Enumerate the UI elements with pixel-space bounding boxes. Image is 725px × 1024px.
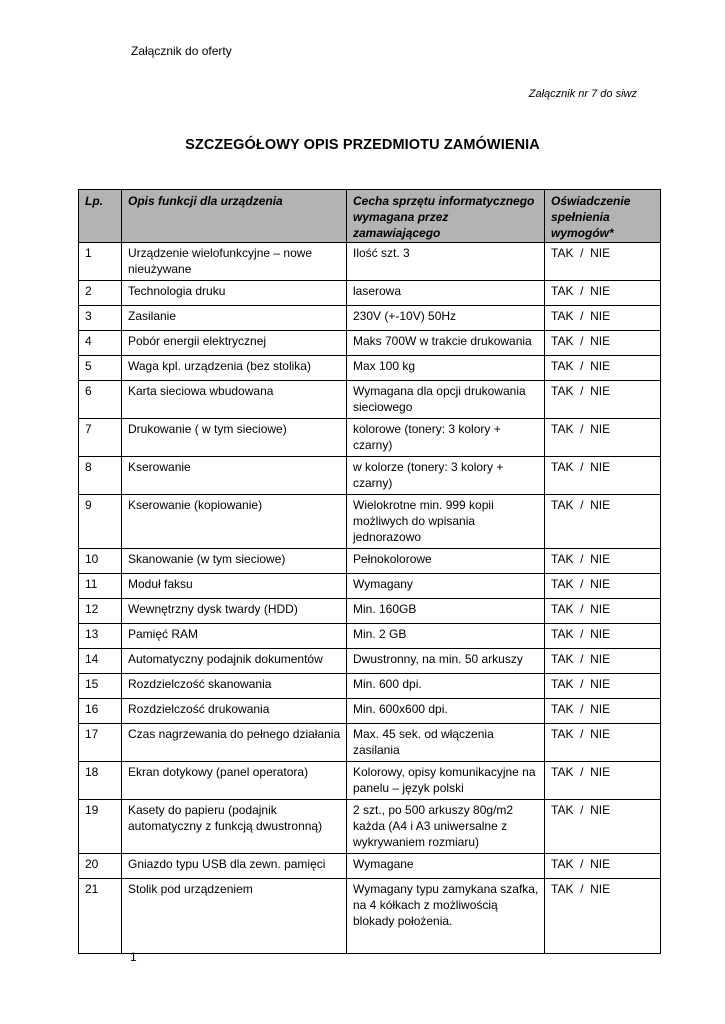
cell-function: Drukowanie ( w tym sieciowe): [122, 419, 347, 457]
table-row: [79, 306, 661, 331]
cell-feature: Min. 600x600 dpi.: [347, 699, 545, 724]
table-row: [79, 243, 661, 281]
cell-answer: TAK / NIE: [545, 674, 661, 699]
table-row: [79, 724, 661, 762]
cell-lp: 20: [79, 854, 122, 879]
table-row: [79, 419, 661, 457]
cell-answer: TAK / NIE: [545, 699, 661, 724]
cell-answer: TAK / NIE: [545, 854, 661, 879]
table-row: [79, 699, 661, 724]
cell-feature: Ilość szt. 3: [347, 243, 545, 281]
page-number: 1: [130, 950, 137, 964]
cell-answer: TAK / NIE: [545, 649, 661, 674]
header-right-text: Załącznik nr 7 do siwz: [528, 88, 637, 100]
table-row: [79, 800, 661, 854]
cell-answer: TAK / NIE: [545, 800, 661, 854]
table-row: [79, 649, 661, 674]
cell-feature: Kolorowy, opisy komunikacyjne na panelu – język polski: [347, 762, 545, 800]
cell-feature: Max. 45 sek. od włączenia zasilania: [347, 724, 545, 762]
table-row: [79, 495, 661, 549]
cell-function: Wewnętrzny dysk twardy (HDD): [122, 599, 347, 624]
table-row: [79, 281, 661, 306]
cell-lp: 3: [79, 306, 122, 331]
cell-lp: 7: [79, 419, 122, 457]
cell-feature: Wymagany typu zamykana szafka, na 4 kółkach z możliwością blokady położenia.: [347, 879, 545, 954]
cell-answer: TAK / NIE: [545, 381, 661, 419]
cell-lp: 9: [79, 495, 122, 549]
cell-lp: 1: [79, 243, 122, 281]
table-row: [79, 879, 661, 954]
cell-lp: 6: [79, 381, 122, 419]
table-row: [79, 331, 661, 356]
cell-lp: 8: [79, 457, 122, 495]
cell-function: Zasilanie: [122, 306, 347, 331]
cell-answer: TAK / NIE: [545, 281, 661, 306]
table-row: [79, 674, 661, 699]
cell-lp: 2: [79, 281, 122, 306]
cell-function: Kserowanie (kopiowanie): [122, 495, 347, 549]
cell-feature: Maks 700W w trakcie drukowania: [347, 331, 545, 356]
cell-lp: 12: [79, 599, 122, 624]
cell-answer: TAK / NIE: [545, 457, 661, 495]
cell-lp: 15: [79, 674, 122, 699]
cell-feature: kolorowe (tonery: 3 kolory + czarny): [347, 419, 545, 457]
cell-answer: TAK / NIE: [545, 306, 661, 331]
cell-feature: Min. 600 dpi.: [347, 674, 545, 699]
cell-lp: 19: [79, 800, 122, 854]
table-row: [79, 457, 661, 495]
cell-function: Pobór energii elektrycznej: [122, 331, 347, 356]
cell-lp: 21: [79, 879, 122, 954]
cell-function: Urządzenie wielofunkcyjne – nowe nieużywane: [122, 243, 347, 281]
table-row: [79, 574, 661, 599]
cell-answer: TAK / NIE: [545, 243, 661, 281]
table-row: [79, 356, 661, 381]
cell-answer: TAK / NIE: [545, 549, 661, 574]
table-row: [79, 599, 661, 624]
cell-lp: 5: [79, 356, 122, 381]
cell-feature: Min. 2 GB: [347, 624, 545, 649]
cell-function: Automatyczny podajnik dokumentów: [122, 649, 347, 674]
table-header-row: [79, 190, 661, 243]
header-feature: Cecha sprzętu informatycznego wymagana przez zamawiającego: [347, 190, 545, 243]
cell-answer: TAK / NIE: [545, 331, 661, 356]
table-row: [79, 549, 661, 574]
cell-lp: 13: [79, 624, 122, 649]
cell-feature: laserowa: [347, 281, 545, 306]
cell-function: Rozdzielczość drukowania: [122, 699, 347, 724]
header-lp: Lp.: [79, 190, 122, 243]
cell-feature: Pełnokolorowe: [347, 549, 545, 574]
header-declaration: Oświadczenie spełnienia wymogów*: [545, 190, 661, 243]
cell-lp: 18: [79, 762, 122, 800]
cell-feature: 2 szt., po 500 arkuszy 80g/m2 każda (A4 i A3 uniwersalne z wykrywaniem rozmiaru): [347, 800, 545, 854]
cell-lp: 17: [79, 724, 122, 762]
table-row: [79, 381, 661, 419]
specification-table: [78, 189, 661, 954]
cell-answer: TAK / NIE: [545, 624, 661, 649]
cell-feature: Max 100 kg: [347, 356, 545, 381]
cell-function: Stolik pod urządzeniem: [122, 879, 347, 954]
cell-function: Technologia druku: [122, 281, 347, 306]
cell-feature: Min. 160GB: [347, 599, 545, 624]
cell-answer: TAK / NIE: [545, 599, 661, 624]
table-row: [79, 624, 661, 649]
cell-function: Waga kpl. urządzenia (bez stolika): [122, 356, 347, 381]
cell-function: Karta sieciowa wbudowana: [122, 381, 347, 419]
cell-lp: 4: [79, 331, 122, 356]
cell-feature: Wymagane: [347, 854, 545, 879]
cell-function: Moduł faksu: [122, 574, 347, 599]
cell-lp: 14: [79, 649, 122, 674]
cell-function: Czas nagrzewania do pełnego działania: [122, 724, 347, 762]
cell-function: Skanowanie (w tym sieciowe): [122, 549, 347, 574]
cell-function: Pamięć RAM: [122, 624, 347, 649]
cell-function: Kasety do papieru (podajnik automatyczny z funkcją dwustronną): [122, 800, 347, 854]
document-title: SZCZEGÓŁOWY OPIS PRZEDMIOTU ZAMÓWIENIA: [185, 137, 540, 153]
cell-answer: TAK / NIE: [545, 762, 661, 800]
cell-function: Gniazdo typu USB dla zewn. pamięci: [122, 854, 347, 879]
cell-feature: w kolorze (tonery: 3 kolory + czarny): [347, 457, 545, 495]
cell-lp: 16: [79, 699, 122, 724]
header-function: Opis funkcji dla urządzenia: [122, 190, 347, 243]
cell-lp: 11: [79, 574, 122, 599]
cell-function: Rozdzielczość skanowania: [122, 674, 347, 699]
cell-function: Ekran dotykowy (panel operatora): [122, 762, 347, 800]
cell-feature: 230V (+-10V) 50Hz: [347, 306, 545, 331]
cell-feature: Wymagany: [347, 574, 545, 599]
cell-answer: TAK / NIE: [545, 724, 661, 762]
table-row: [79, 854, 661, 879]
cell-answer: TAK / NIE: [545, 495, 661, 549]
cell-feature: Wymagana dla opcji drukowania sieciowego: [347, 381, 545, 419]
cell-answer: TAK / NIE: [545, 879, 661, 954]
cell-answer: TAK / NIE: [545, 356, 661, 381]
cell-feature: Dwustronny, na min. 50 arkuszy: [347, 649, 545, 674]
cell-answer: TAK / NIE: [545, 574, 661, 599]
header-left-text: Załącznik do oferty: [131, 44, 232, 58]
cell-answer: TAK / NIE: [545, 419, 661, 457]
table-row: [79, 762, 661, 800]
cell-feature: Wielokrotne min. 999 kopii możliwych do wpisania jednorazowo: [347, 495, 545, 549]
cell-lp: 10: [79, 549, 122, 574]
cell-function: Kserowanie: [122, 457, 347, 495]
